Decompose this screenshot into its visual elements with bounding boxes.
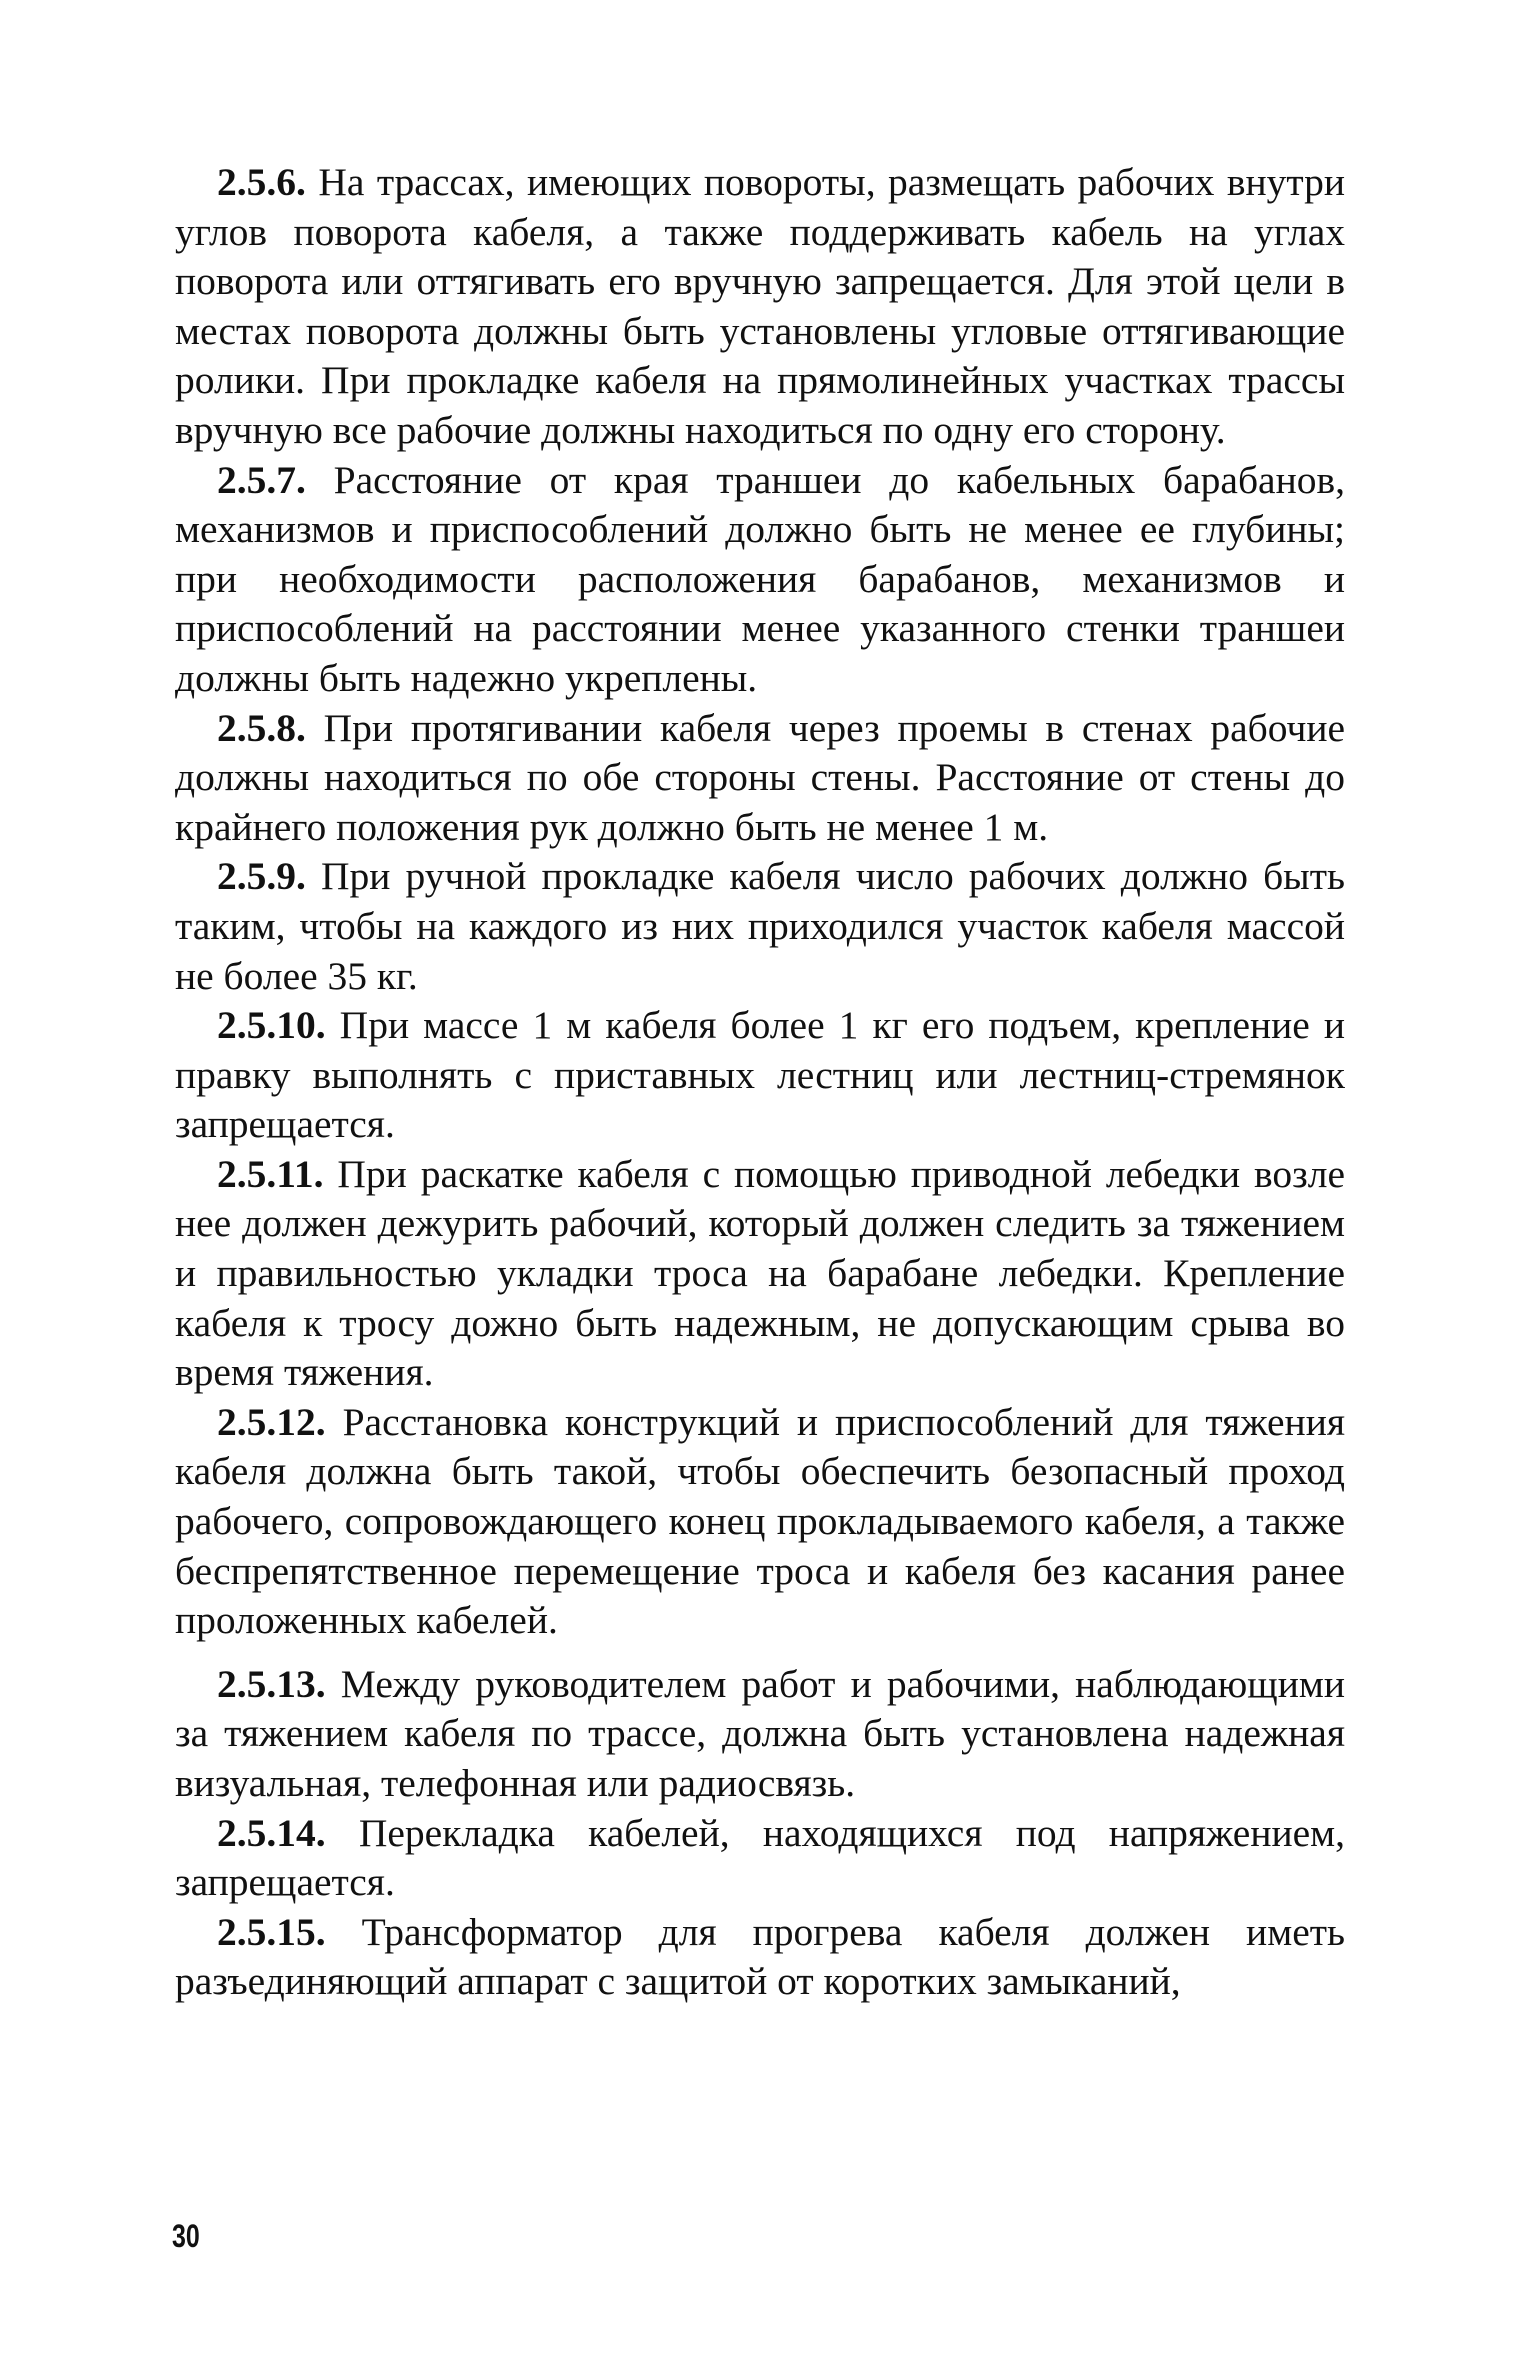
clause-number: 2.5.11.: [217, 1151, 324, 1196]
clause-number: 2.5.7.: [217, 457, 306, 502]
clause-number: 2.5.13.: [217, 1661, 326, 1706]
clause-text: Между руководителем работ и рабочими, наблюдающими за тяжением кабеля по трассе, должна быть установлена надежная визуальная, телефонная или радиосвязь.: [175, 1661, 1345, 1805]
clause-text: При протягивании кабеля через проемы в стенах рабочие должны находиться по обе стороны стены. Расстояние от стены до крайнего положения рук должно быть не менее 1 м.: [175, 705, 1345, 849]
paragraph-2-5-6: [175, 158, 1345, 456]
clause-text: При ручной прокладке кабеля число рабочих должно быть таким, чтобы на каждого из них приходился участок кабеля массой не более 35 кг.: [175, 854, 1345, 998]
paragraph-2-5-9: [175, 852, 1345, 1001]
clause-number: 2.5.14.: [217, 1810, 326, 1855]
paragraph-2-5-7: [175, 456, 1345, 704]
page-body: [175, 158, 1345, 2007]
clause-text: Расстояние от края траншеи до кабельных барабанов, механизмов и приспособлений должно быть не менее ее глубины; при необходимости расположения барабанов, механизмов и приспособлений на расстоянии менее указанного стенки траншеи должны быть надежно укреплены.: [175, 457, 1345, 700]
clause-text: Трансформатор для прогрева кабеля должен иметь разъединяющий аппарат с защитой от коротких замыканий,: [175, 1909, 1345, 2004]
clause-number: 2.5.6.: [217, 160, 306, 204]
paragraph-2-5-12: [175, 1398, 1345, 1646]
clause-text: При раскатке кабеля с помощью приводной лебедки возле нее должен дежурить рабочий, который должен следить за тяжением и правильностью укладки троса на барабане лебедки. Крепление кабеля к тросу дожно быть надежным, не допускающим срыва во время тяжения.: [175, 1151, 1345, 1395]
clause-number: 2.5.15.: [217, 1909, 326, 1954]
clause-text: Перекладка кабелей, находящихся под напряжением, запрещается.: [175, 1810, 1345, 1905]
clause-text: На трассах, имеющих повороты, размещать рабочих внутри углов поворота кабеля, а также поддерживать кабель на углах поворота или оттягивать его вручную запрещается. Для этой цели в местах поворота должны быть установлены угловые оттягивающие ролики. При прокладке кабеля на прямолинейных участках трассы вручную все рабочие должны находиться по одну его сторону.: [175, 160, 1345, 452]
paragraph-2-5-13: [175, 1660, 1345, 1809]
paragraph-2-5-14: [175, 1809, 1345, 1908]
clause-number: 2.5.12.: [217, 1399, 326, 1444]
clause-text: Расстановка конструкций и приспособлений для тяжения кабеля должна быть такой, чтобы обеспечить безопасный проход рабочего, сопровождающего конец прокладываемого кабеля, а также беспрепятственное перемещение троса и кабеля без касания ранее проложенных кабелей.: [175, 1399, 1345, 1643]
paragraph-2-5-15: [175, 1908, 1345, 2007]
clause-number: 2.5.10.: [217, 1003, 326, 1048]
paragraph-2-5-8: [175, 704, 1345, 853]
paragraph-2-5-10: [175, 1001, 1345, 1150]
clause-text: При массе 1 м кабеля более 1 кг его подъем, крепление и правку выполнять с приставных лестниц или лестниц-стремянок запрещается.: [175, 1003, 1345, 1147]
clause-number: 2.5.9.: [217, 854, 306, 899]
paragraph-2-5-11: [175, 1150, 1345, 1398]
page-number: 30: [172, 2218, 200, 2254]
clause-number: 2.5.8.: [217, 705, 306, 750]
